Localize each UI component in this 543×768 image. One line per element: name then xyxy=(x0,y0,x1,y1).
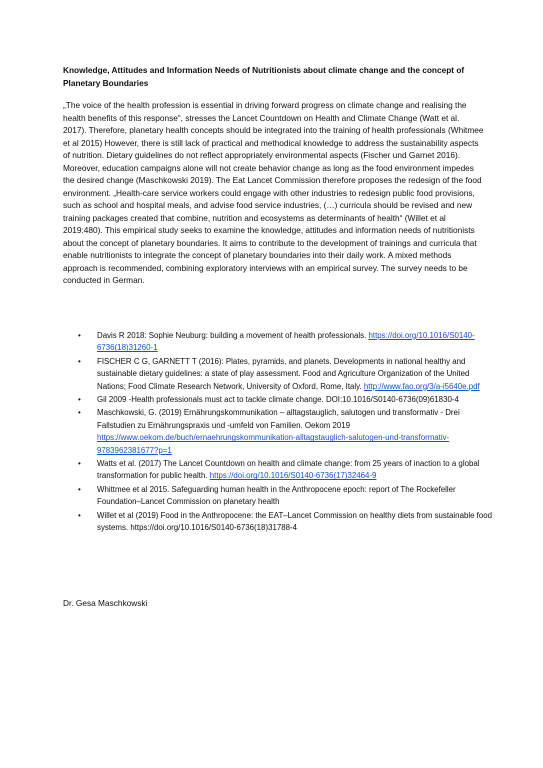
reference-text: FISCHER C G, GARNETT T (2016): Plates, pyramids, and planets. Developments in national healthy and sustainable dietary guidelines: a state of play assessment. Food and Agriculture Organization of the United Nations; Food Climate Research Network, University of Oxford, Rome, Italy. xyxy=(97,356,470,391)
reference-link[interactable]: https://doi.org/10.1016/S0140-6736(17)32464-9 xyxy=(209,471,377,481)
document-title: Knowledge, Attitudes and Information Needs of Nutritionists about climate change and the concept of Planetary Boundaries xyxy=(63,65,465,88)
reference-item xyxy=(63,356,493,393)
bullet-icon: • xyxy=(78,484,81,494)
bullet-icon: • xyxy=(78,395,81,405)
reference-item xyxy=(63,510,493,535)
reference-link[interactable]: https://www.oekom.de/buch/ernaehrungskommunikation-alltagstauglich-salutogen-und-transformativ-9783962381677?p=1 xyxy=(97,433,450,455)
reference-link[interactable]: http://www.fao.org/3/a-i5640e.pdf xyxy=(363,381,480,391)
bullet-icon: • xyxy=(78,459,81,469)
reference-text: Gil 2009 -Health professionals must act to tackle climate change. DOI:10.1016/S0140-6736(09)61830-4 xyxy=(97,395,459,405)
bullet-icon: • xyxy=(78,356,81,366)
reference-link[interactable]: https://doi.org/10.1016/S0140-6736(18)31260-1 xyxy=(97,331,475,353)
reference-item xyxy=(63,394,493,406)
body-paragraph: „The voice of the health profession is essential in driving forward progress on climate change and realising the health benefits of this response“, stresses the Lancet Countdown on Health and Climate Change (Watt et al. 2017). Therefore, planetary health concepts should be integrated into the training of health professionals (Whitmee et al 2015) However, there is still lack of practical and methodical knowledge to address the sustainability aspects of nutrition. Dietary guidelines do not reflect appropriately environmental aspects (Fischer und Garnet 2016). Moreover, education campaigns alone will not create behavior change as long as the food environment impedes the desired change (Maschkowski 2019). The Eat Lancet Commission therefore proposes the redesign of the food environment. „Health-care service workers could engage with other industries to redesign public food provisions, such as school and hospital meals, and advise food service industries, (…) curricula should be revised and new training packages created that combine, nutrition and ecosystems as determinants of health“ (Willet et al 2019:480). This empirical study seeks to examine the knowledge, attitudes and information needs of nutritionists about the concept of planetary boundaries. It aims to contribute to the development of trainings and curricula that enable nutritionists to integrate the concept of planetary boundaries into their daily work. A mixed methods approach is recommended, combining exploratory interviews with an empirical survey. The survey needs to be conducted in German. xyxy=(63,100,484,285)
reference-text: Watts et al. (2017) The Lancet Countdown on health and climate change: from 25 years of inaction to a global transformation for public health. xyxy=(97,459,480,481)
reference-text: Willet et al (2019) Food in the Anthropocene: the EAT–Lancet Commission on healthy diets from sustainable food systems. https://doi.org/10.1016/S0140-6736(18)31788-4 xyxy=(97,510,493,533)
reference-item xyxy=(63,330,493,355)
bullet-icon: • xyxy=(78,331,81,340)
reference-text: Whittmee et al 2015. Safeguarding human health in the Anthropocene epoch: report of The Rockefeller Foundation–Lancet Commission on planetary health xyxy=(97,484,456,507)
reference-list xyxy=(63,330,493,536)
bullet-icon: • xyxy=(78,510,81,520)
reference-text: Maschkowski, G. (2019) Ernährungskommunikation – alltagstauglich, salutogen und transformativ - Drei Fallstudien zu Ernährungspraxis und -umfeld von Familien. Oekom 2019 xyxy=(97,408,460,430)
reference-text: Davis R 2018: Sophie Neuburg: building a movement of health professionals. xyxy=(97,331,369,340)
reference-item xyxy=(63,458,493,483)
reference-item xyxy=(63,484,493,509)
bullet-icon: • xyxy=(78,408,81,418)
author-signature: Dr. Gesa Maschkowski xyxy=(63,598,148,608)
reference-item xyxy=(63,407,493,457)
